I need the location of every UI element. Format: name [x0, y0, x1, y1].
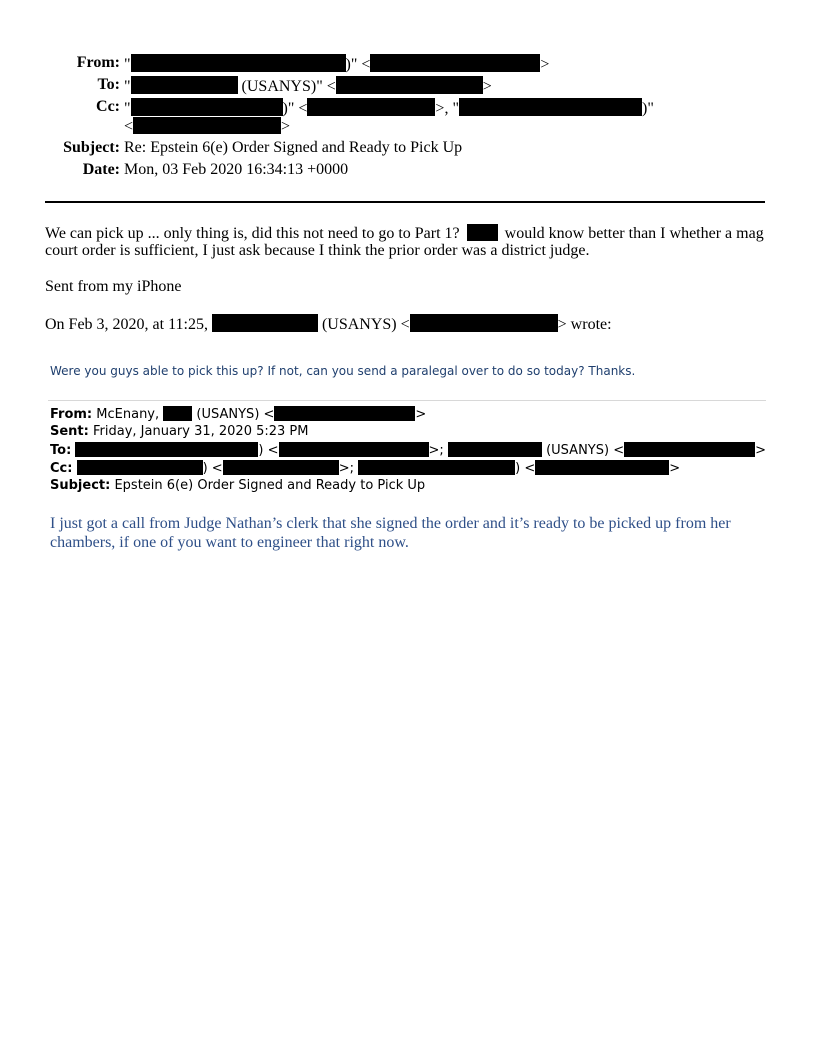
subject-value: Re: Epstein 6(e) Order Signed and Ready to Pick Up — [124, 139, 463, 156]
orig-cc-sep-2: >; — [338, 461, 354, 476]
cc-label: Cc: — [96, 98, 120, 115]
orig-cc-sep-3: ) < — [515, 461, 536, 476]
redaction-box — [279, 442, 429, 457]
orig-to-close: > — [755, 443, 766, 458]
redaction-box — [75, 442, 258, 457]
orig-to-sep-2: >; — [428, 443, 444, 458]
from-value — [124, 54, 549, 74]
signature: Sent from my iPhone — [45, 278, 182, 295]
orig-from-name: McEnany, — [96, 407, 160, 422]
subject-label: Subject: — [63, 139, 120, 156]
redaction-box — [358, 460, 515, 475]
cc-sep-2: >, " — [435, 100, 459, 117]
from-close: > — [540, 56, 550, 73]
from-quote-open: " — [124, 56, 131, 73]
orig-message-line-2: chambers, if one of you want to engineer that right now. — [50, 534, 409, 551]
orig-cc-label: Cc: — [50, 461, 73, 476]
redaction-box — [307, 98, 435, 116]
redaction-box — [467, 224, 498, 241]
orig-sent-row — [50, 424, 308, 439]
redaction-box — [77, 460, 203, 475]
orig-message-line-1: I just got a call from Judge Nathan’s clerk that she signed the order and it’s ready to be picked up from her — [50, 515, 731, 532]
cc2-close: > — [281, 118, 291, 135]
to-close: > — [482, 78, 492, 95]
orig-cc-row — [50, 460, 680, 476]
cc-value — [124, 98, 654, 118]
quote-intro-text: On Feb 3, 2020, at 11:25, — [45, 316, 208, 333]
redaction-box — [131, 54, 346, 72]
to-quote-open: " — [124, 78, 131, 95]
redaction-box — [131, 76, 238, 94]
redaction-box — [410, 314, 558, 332]
orig-to-org: (USANYS) < — [546, 443, 625, 458]
from-label: From: — [76, 54, 120, 71]
orig-cc-close: > — [669, 461, 681, 476]
redaction-box — [624, 442, 755, 457]
orig-sent-value: Friday, January 31, 2020 5:23 PM — [93, 424, 309, 439]
redaction-box — [459, 98, 642, 116]
redaction-box — [448, 442, 542, 457]
orig-sent-label: Sent: — [50, 424, 89, 439]
from-sep: )" < — [345, 56, 371, 73]
orig-subject-row — [50, 478, 425, 493]
quoted-message: Were you guys able to pick this up? If not, can you send a paralegal over to do so today? Thanks. — [50, 364, 636, 378]
reply-line-2: court order is sufficient, I just ask because I think the prior order was a district judge. — [45, 242, 590, 259]
orig-to-row — [50, 442, 766, 458]
orig-from-org: (USANYS) < — [196, 407, 275, 422]
redaction-box — [274, 406, 415, 421]
orig-to-sep: ) < — [258, 443, 279, 458]
orig-to-label: To: — [50, 443, 72, 458]
date-value: Mon, 03 Feb 2020 16:34:13 +0000 — [124, 161, 349, 178]
cc-close: )" — [641, 100, 654, 117]
redaction-box — [133, 117, 281, 134]
header-divider — [45, 201, 765, 203]
cc-quote-open: " — [124, 100, 131, 117]
reply-text: would know better than I whether a mag — [504, 225, 764, 242]
cc-value-line2 — [124, 117, 290, 136]
orig-cc-sep: ) < — [202, 461, 223, 476]
quoted-divider — [48, 400, 766, 401]
orig-subject-value: Epstein 6(e) Order Signed and Ready to Pick Up — [114, 478, 426, 493]
redaction-box — [163, 406, 192, 421]
redaction-box — [223, 460, 339, 475]
redaction-box — [370, 54, 540, 72]
orig-from-label: From: — [50, 407, 93, 422]
redaction-box — [131, 98, 283, 116]
redaction-box — [535, 460, 669, 475]
orig-from-row — [50, 406, 426, 422]
to-label: To: — [97, 76, 120, 93]
reply-line-1 — [45, 224, 764, 243]
to-value — [124, 76, 492, 96]
quote-intro-text: (USANYS) < — [321, 316, 410, 333]
redaction-box — [336, 76, 483, 94]
quote-intro-text: > wrote: — [557, 316, 612, 333]
orig-subject-label: Subject: — [50, 478, 111, 493]
to-sep: (USANYS)" < — [241, 78, 336, 95]
cc-sep: )" < — [282, 100, 308, 117]
quote-intro — [45, 314, 612, 334]
redaction-box — [212, 314, 318, 332]
cc2-open: < — [124, 118, 134, 135]
reply-text: We can pick up ... only thing is, did this not need to go to Part 1? — [45, 225, 460, 242]
orig-from-close: > — [415, 407, 427, 422]
date-label: Date: — [82, 161, 120, 178]
